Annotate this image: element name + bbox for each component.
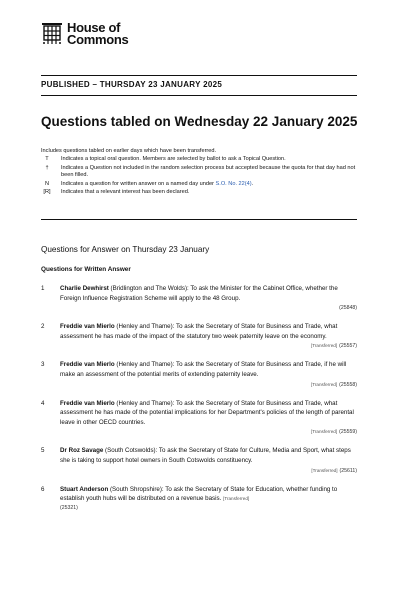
question-content: : To ask the Secretary of State for Business and Trade, what assessment he has made of the potential implications for her Department's policies of the length of parental leave in other OECD countries. — [60, 399, 354, 426]
subsection-heading: Questions for Written Answer — [41, 266, 131, 273]
question-ref-number: (25611) — [339, 467, 357, 474]
question-text — [60, 322, 357, 341]
member-constituency: (South Cotswolds) — [103, 447, 156, 455]
question-number: 4 — [41, 399, 45, 407]
questions-list — [41, 284, 357, 522]
house-of-commons-logo — [41, 22, 128, 46]
question-ref-number: (25558) — [339, 381, 357, 388]
legend-row-topical — [41, 156, 361, 164]
question-item — [41, 360, 357, 389]
question-ref-number: (25321) — [60, 504, 78, 511]
question-item — [41, 399, 357, 438]
legend-symbol: N — [44, 180, 50, 187]
member-name: Freddie van Mierlo — [60, 323, 115, 331]
question-content: : To ask the Secretary of State for Education, whether funding to establish youth hubs will be distributed on a revenue basis. — [60, 485, 338, 503]
member-name: Stuart Anderson — [60, 485, 109, 493]
question-text — [60, 399, 357, 428]
member-constituency: (Henley and Thame) — [114, 361, 173, 369]
portcullis-icon — [41, 22, 63, 46]
question-body — [60, 399, 357, 438]
question-ref-number: (25559) — [339, 429, 357, 436]
member-constituency: (South Shropshire) — [108, 485, 162, 493]
transferred-tag: [Transferred] — [311, 467, 338, 473]
legend-description: Indicates that a relevant interest has been declared. — [61, 189, 190, 196]
question-item — [41, 446, 357, 475]
legend-description-prefix: Indicates a question for written answer on a named day under — [61, 180, 216, 187]
question-reference — [60, 466, 357, 476]
transferred-tag: [Transferred] — [310, 429, 338, 435]
legend-description: Indicates a topical oral question. Members are selected by ballot to ask a Topical Question. — [61, 156, 286, 162]
top-divider — [41, 75, 357, 76]
question-number: 5 — [41, 447, 45, 455]
member-constituency: (Henley and Thame) — [114, 399, 173, 407]
question-reference — [60, 341, 357, 351]
legend-row-interest — [41, 189, 361, 197]
legend-description: Indicates a Question not included in the random selection process but accepted because the quota for that day had not been filled. — [61, 164, 356, 179]
member-name: Freddie van Mierlo — [60, 399, 115, 407]
legend-description — [61, 181, 253, 189]
question-item — [41, 284, 357, 313]
question-content: : To ask the Secretary of State for Business and Trade, what assessment he has made of the impact of the statutory two week paternity leave on the economy. — [60, 323, 338, 340]
member-constituency: (Bridlington and The Wolds) — [108, 285, 188, 292]
question-content: : To ask the Secretary of State for Culture, Media and Sport, what steps she is taking to support hotel owners in South Cotswolds constituency. — [60, 447, 351, 464]
transferred-tag: [Transferred] — [310, 343, 338, 349]
standing-order-link[interactable]: S.O. No. 22(4) — [215, 180, 252, 187]
question-content: : To ask the Minister for the Cabinet Office, whether the Foreign Influence Registration Scheme will apply to the 48 Group. — [60, 285, 338, 302]
question-body — [60, 322, 357, 351]
question-text — [60, 360, 357, 379]
logo-line-1: House of — [67, 20, 121, 35]
member-name: Charlie Dewhirst — [60, 285, 109, 292]
question-item — [41, 485, 357, 514]
question-ref-number: (25557) — [339, 343, 357, 350]
question-text — [60, 446, 357, 465]
question-item — [41, 322, 357, 351]
transferred-tag: [Transferred] — [223, 496, 250, 502]
legend-divider — [41, 219, 357, 220]
intro-text: Includes questions tabled on earlier days which have been transferred. — [41, 148, 217, 154]
question-ref-number: (25848) — [339, 305, 357, 312]
legend-symbol: [R] — [43, 189, 51, 196]
question-number: 3 — [41, 361, 45, 369]
section-heading: Questions for Answer on Thursday 23 January — [41, 245, 210, 254]
question-number: 2 — [41, 323, 45, 331]
legend-row-named-day — [41, 181, 361, 189]
transferred-tag: [Transferred] — [310, 381, 338, 387]
question-reference — [60, 380, 357, 390]
published-date: PUBLISHED – THURSDAY 23 JANUARY 2025 — [41, 80, 223, 89]
question-text — [60, 485, 357, 504]
legend-description-suffix: . — [251, 180, 254, 187]
question-content: : To ask the Secretary of State for Business and Trade, if he will make an assessment of the potential merits of extending paternity leave. — [60, 361, 347, 378]
logo-line-2: Commons — [67, 32, 129, 47]
legend-row-dagger — [41, 165, 361, 180]
member-name: Freddie van Mierlo — [60, 361, 115, 369]
question-number: 1 — [41, 285, 45, 292]
member-constituency: (Henley and Thame) — [114, 323, 173, 331]
logo-wordmark — [67, 22, 128, 46]
question-body — [60, 446, 357, 475]
legend-symbol: † — [45, 164, 49, 171]
question-body — [60, 360, 357, 389]
symbol-legend — [41, 155, 361, 197]
question-body — [60, 485, 357, 514]
question-body — [60, 284, 357, 313]
question-number: 6 — [41, 485, 45, 493]
question-reference — [60, 427, 357, 437]
member-name: Dr Roz Savage — [60, 447, 104, 455]
published-divider — [41, 95, 357, 96]
question-text — [60, 284, 357, 303]
page-title: Questions tabled on Wednesday 22 January 2025 — [41, 114, 358, 129]
legend-symbol: T — [45, 156, 49, 162]
question-reference — [60, 303, 357, 313]
